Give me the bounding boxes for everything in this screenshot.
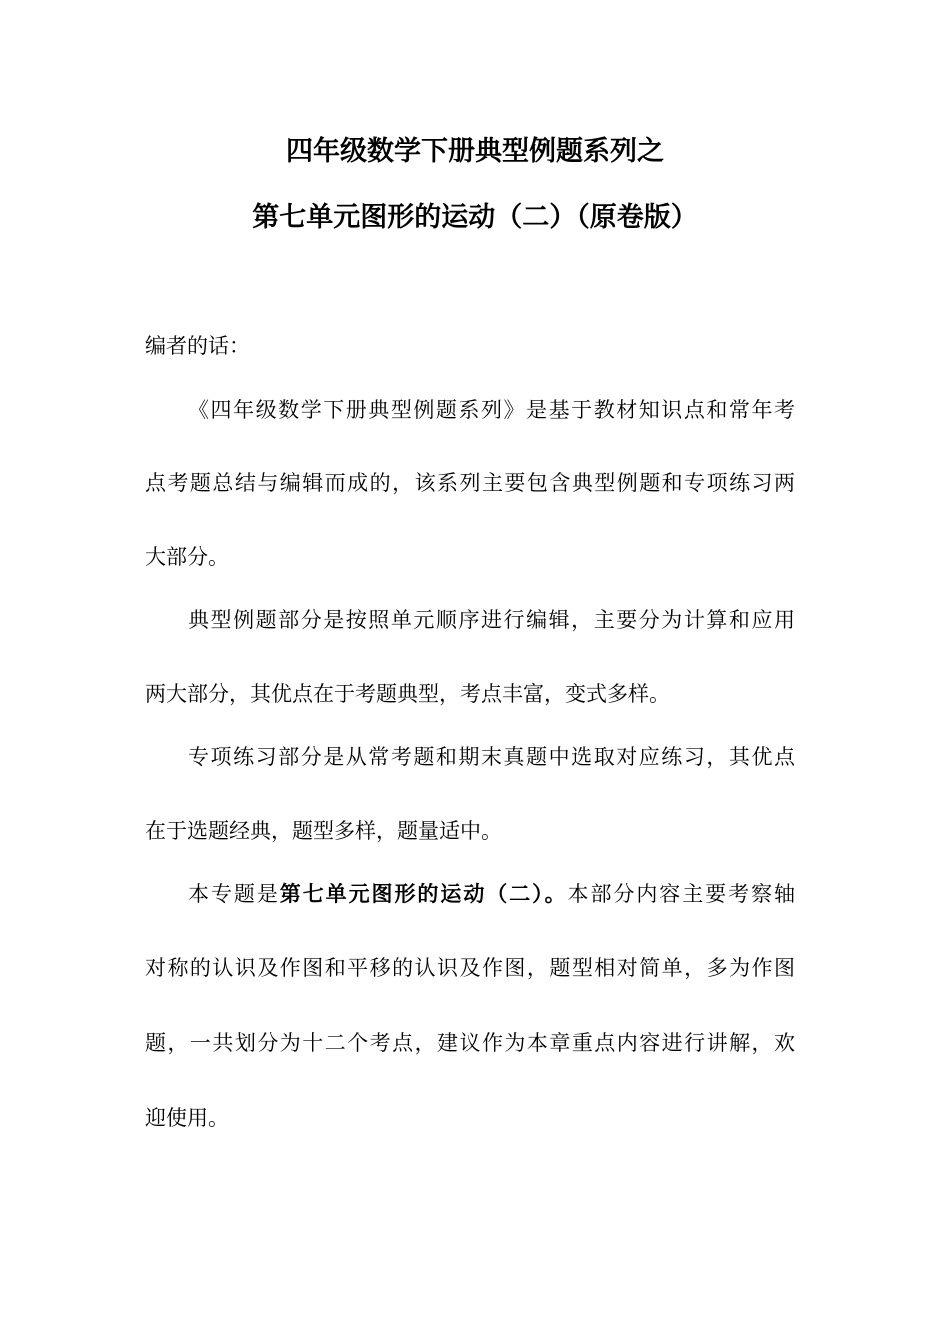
paragraph-4-line-4: 迎使用。 [145, 1106, 229, 1130]
paragraph-3-line-1: 专项练习部分是从常考题和期末真题中选取对应练习，其优点 [188, 745, 795, 769]
paragraph-4-suffix: 本部分内容主要考察轴 [567, 882, 796, 906]
paragraph-2-line-2: 两大部分，其优点在于考题典型，考点丰富，变式多样。 [145, 682, 670, 706]
paragraph-1-line-3: 大部分。 [145, 545, 229, 569]
document-title-line-2: 第七单元图形的运动（二）（原卷版） [252, 202, 698, 233]
document-title-line-1: 四年级数学下册典型例题系列之 [286, 136, 664, 167]
paragraph-4-line-1 [188, 878, 795, 910]
paragraph-4-unit-title: 第七单元图形的运动（二）。 [279, 882, 568, 906]
paragraph-2-line-1: 典型例题部分是按照单元顺序进行编辑，主要分为计算和应用 [188, 608, 795, 632]
paragraph-4-line-3: 题，一共划分为十二个考点，建议作为本章重点内容进行讲解，欢 [145, 1031, 795, 1055]
paragraph-3-line-2: 在于选题经典，题型多样，题量适中。 [145, 819, 502, 843]
editor-note-label: 编者的话： [145, 334, 250, 358]
paragraph-1-line-1: 《四年级数学下册典型例题系列》是基于教材知识点和常年考 [188, 398, 795, 422]
paragraph-4-prefix: 本专题是 [188, 882, 280, 906]
paragraph-1-line-2: 点考题总结与编辑而成的，该系列主要包含典型例题和专项练习两 [145, 471, 795, 495]
paragraph-4-line-2: 对称的认识及作图和平移的认识及作图，题型相对简单，多为作图 [145, 956, 795, 980]
